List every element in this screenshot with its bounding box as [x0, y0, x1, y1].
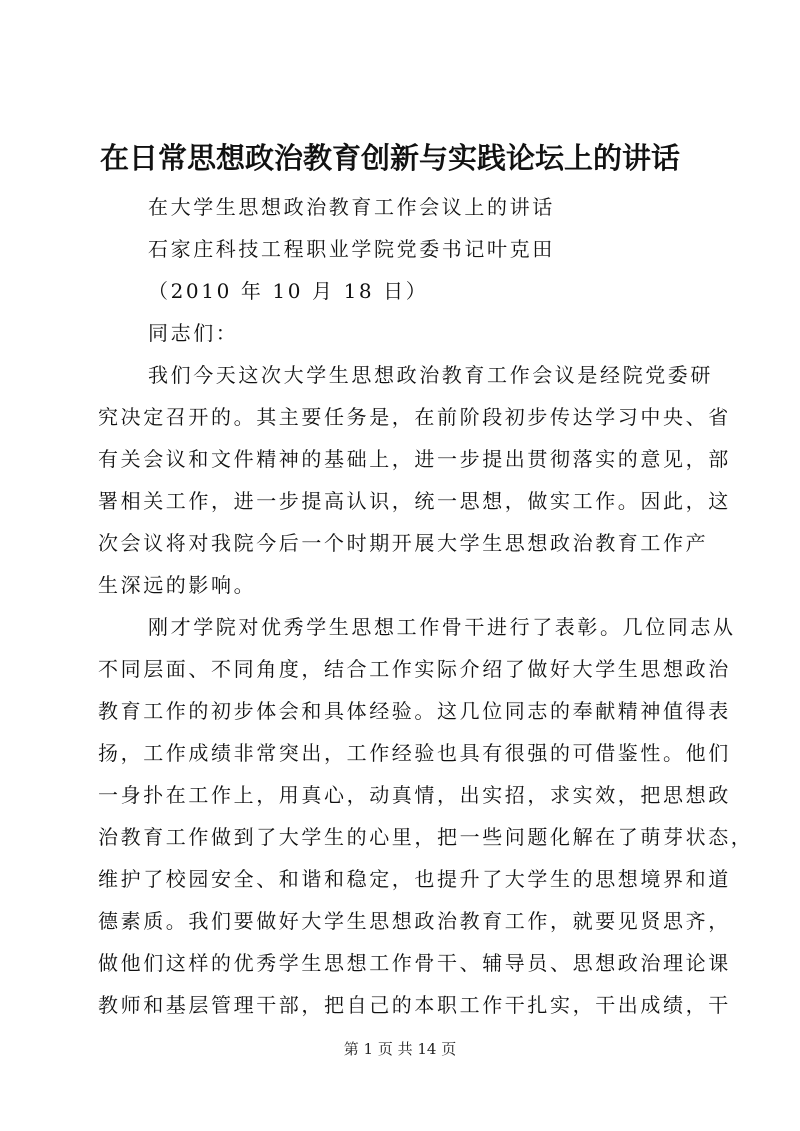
- document-line: 治教育工作做到了大学生的心里，把一些问题化解在了萌芽状态，: [98, 825, 754, 849]
- document-line: 教育工作的初步体会和具体经验。这几位同志的奉献精神值得表: [98, 699, 731, 723]
- document-line: 教师和基层管理干部，把自己的本职工作干扎实，干出成绩，干: [98, 993, 731, 1017]
- document-line: 石家庄科技工程职业学院党委书记叶克田: [148, 237, 555, 261]
- document-line: 扬，工作成绩非常突出，工作经验也具有很强的可借鉴性。他们: [98, 741, 731, 765]
- document-title: 在日常思想政治教育创新与实践论坛上的讲话: [100, 141, 681, 175]
- document-line: 究决定召开的。其主要任务是，在前阶段初步传达学习中央、省: [98, 405, 731, 429]
- document-line: 做他们这样的优秀学生思想工作骨干、辅导员、思想政治理论课: [98, 951, 731, 975]
- document-line: 我们今天这次大学生思想政治教育工作会议是经院党委研: [148, 363, 713, 387]
- document-line: 不同层面、不同角度，结合工作实际介绍了做好大学生思想政治: [98, 657, 731, 681]
- document-line: 次会议将对我院今后一个时期开展大学生思想政治教育工作产: [98, 531, 709, 555]
- document-line: 有关会议和文件精神的基础上，进一步提出贯彻落实的意见，部: [98, 447, 731, 471]
- document-line: （2010 年 10 月 18 日）: [148, 279, 429, 303]
- document-line: 署相关工作，进一步提高认识，统一思想，做实工作。因此，这: [98, 489, 731, 513]
- page-footer: 第 1 页 共 14 页: [343, 1040, 457, 1058]
- document-body: [98, 186, 754, 1026]
- document-line: 生深远的影响。: [98, 573, 257, 597]
- document-line: 一身扑在工作上，用真心，动真情，出实招，求实效，把思想政: [98, 783, 731, 807]
- document-line: 刚才学院对优秀学生思想工作骨干进行了表彰。几位同志从: [148, 615, 736, 639]
- document-line: 维护了校园安全、和谐和稳定，也提升了大学生的思想境界和道: [98, 867, 731, 891]
- document-line: 德素质。我们要做好大学生思想政治教育工作，就要见贤思齐，: [98, 909, 731, 933]
- document-line: 同志们：: [148, 321, 239, 345]
- document-line: 在大学生思想政治教育工作会议上的讲话: [148, 195, 555, 219]
